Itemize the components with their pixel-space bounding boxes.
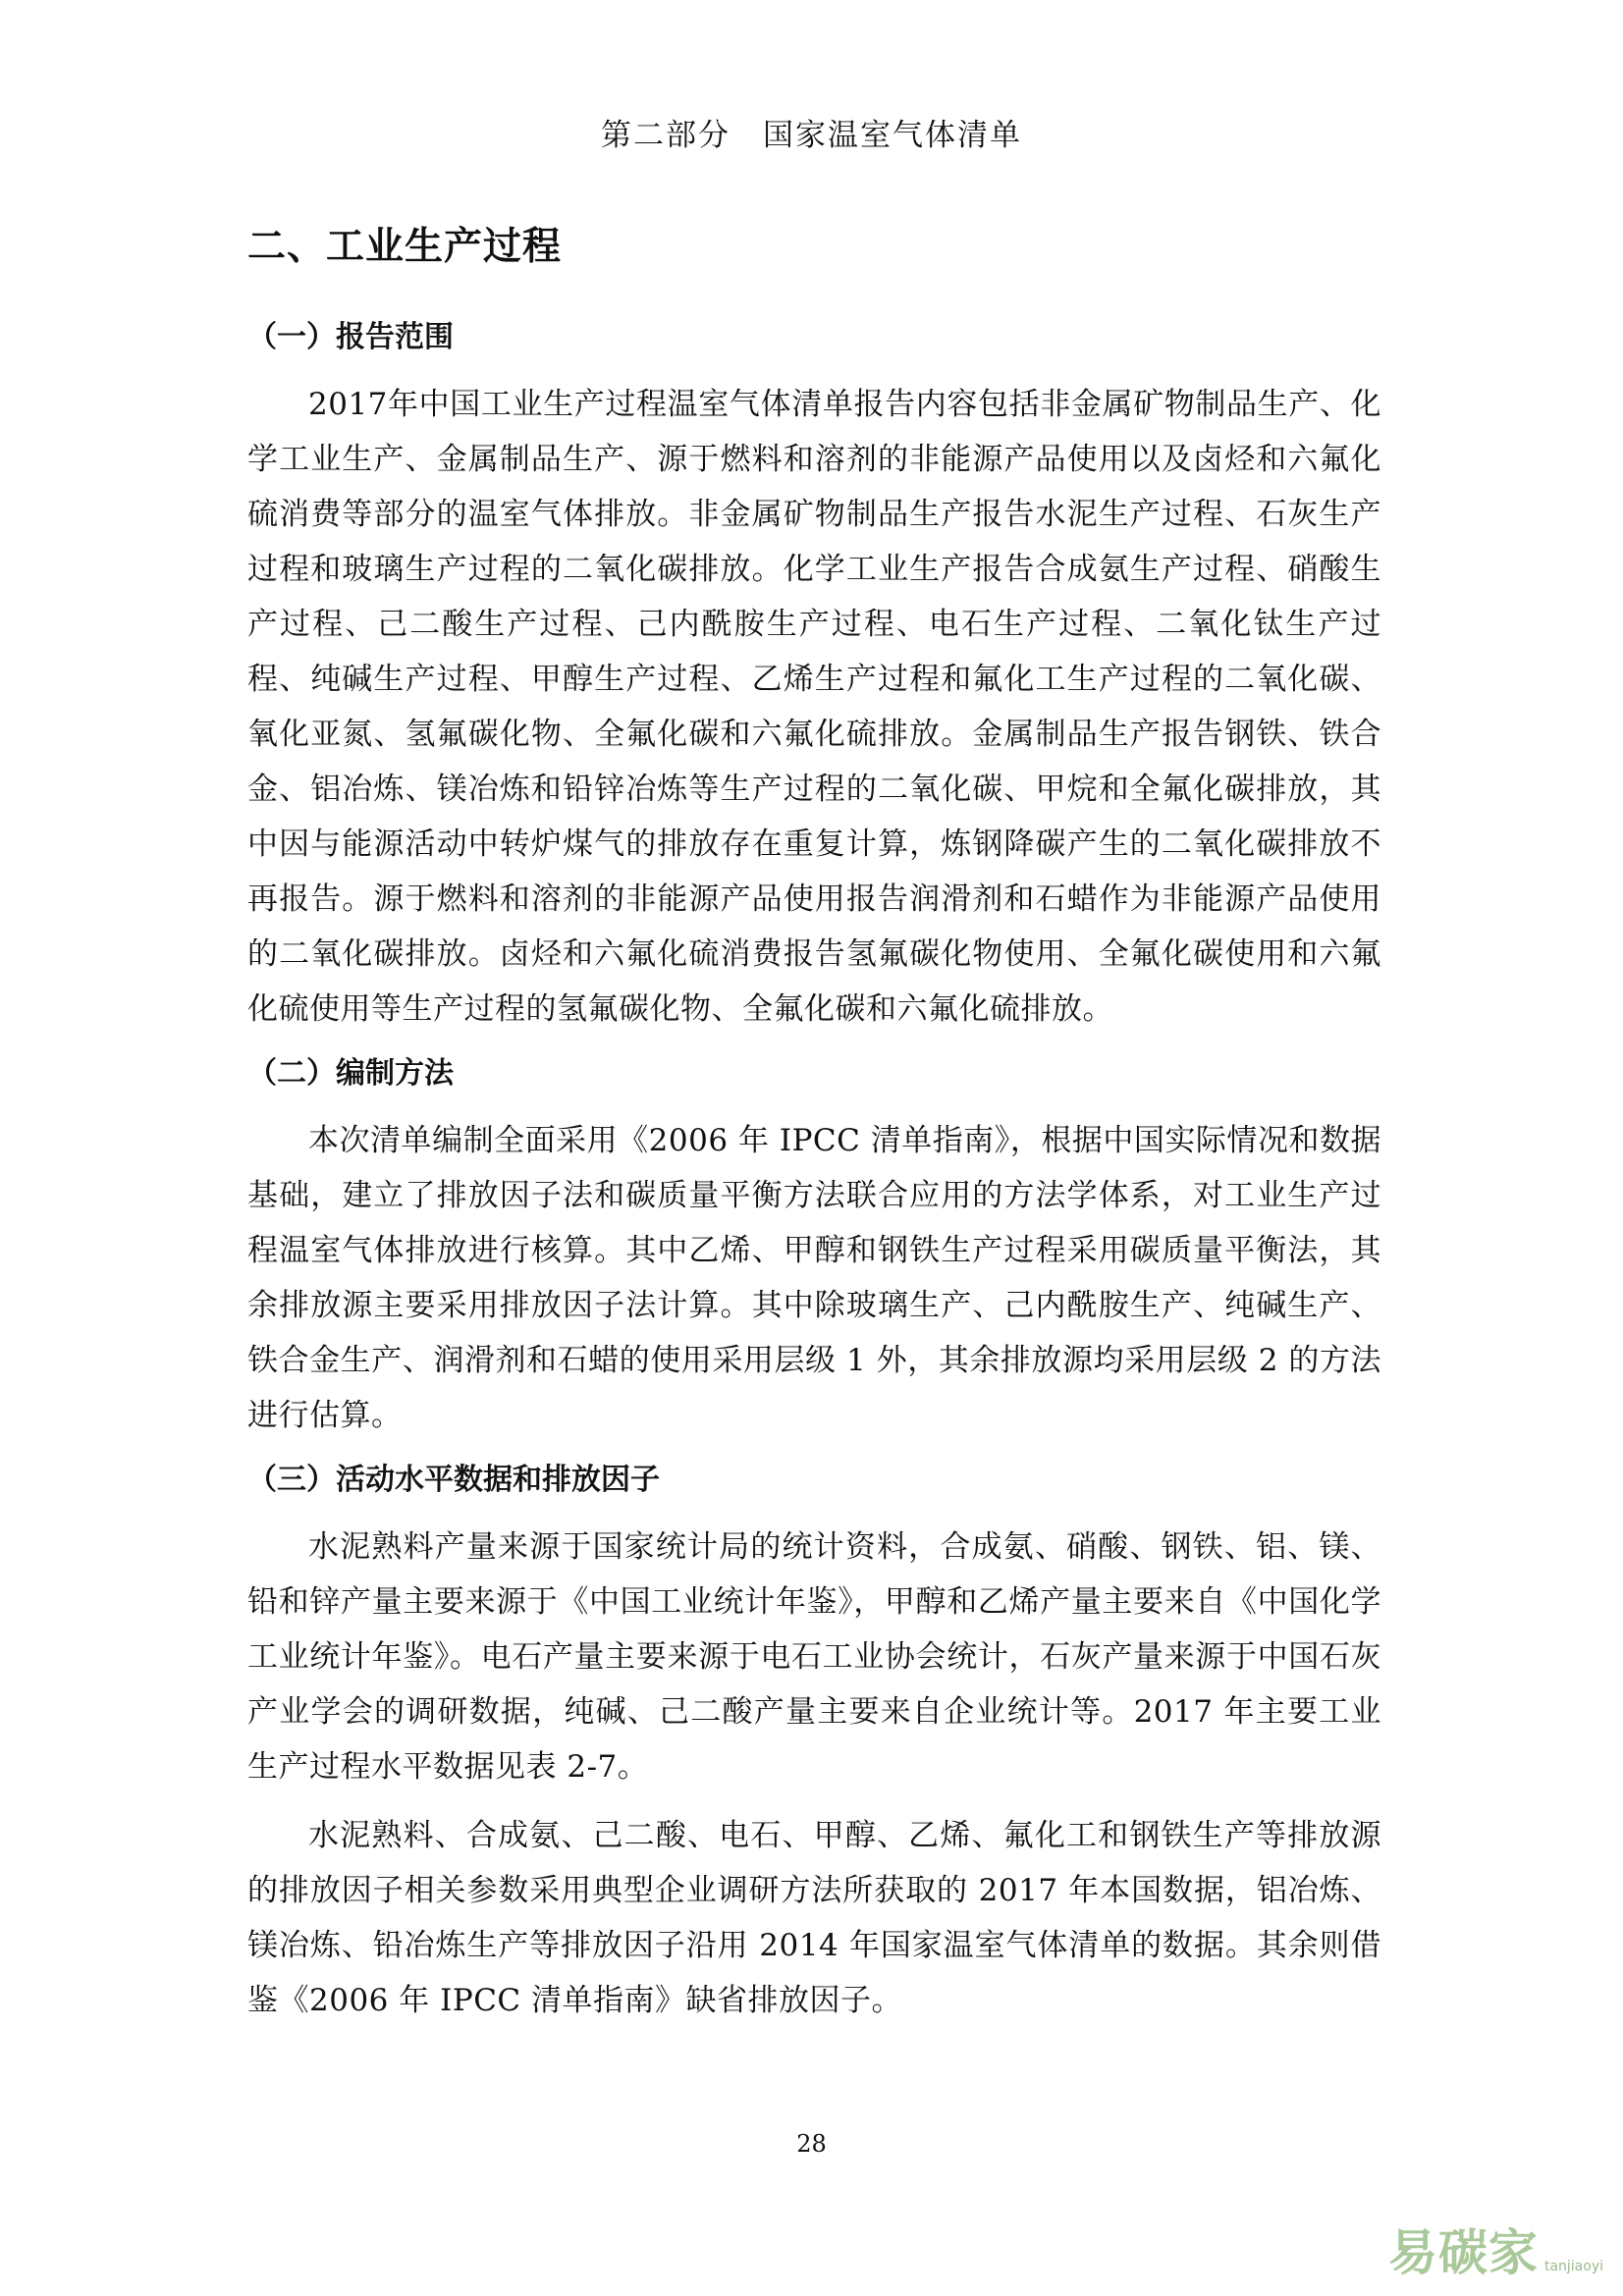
- document-body: [247, 206, 1381, 2040]
- subsection-title-scope: （一）报告范围: [247, 320, 454, 354]
- subsection-title-method: （二）编制方法: [247, 1056, 454, 1091]
- paragraph-scope: 2017年中国工业生产过程温室气体清单报告内容包括非金属矿物制品生产、化学工业生产、金属制品生产、源于燃料和溶剂的非能源产品使用以及卤烃和六氟化硫消费等部分的温室气体排放。非金属矿物制品生产报告水泥生产过程、石灰生产过程和玻璃生产过程的二氧化碳排放。化学工业生产报告合成氨生产过程、硝酸生产过程、己二酸生产过程、己内酰胺生产过程、电石生产过程、二氧化钛生产过程、纯碱生产过程、甲醇生产过程、乙烯生产过程和氟化工生产过程的二氧化碳、氧化亚氮、氢氟碳化物、全氟化碳和六氟化硫排放。金属制品生产报告钢铁、铁合金、铝冶炼、镁冶炼和铅锌冶炼等生产过程的二氧化碳、甲烷和全氟化碳排放，其中因与能源活动中转炉煤气的排放存在重复计算，炼钢降碳产生的二氧化碳排放不再报告。源于燃料和溶剂的非能源产品使用报告润滑剂和石蜡作为非能源产品使用的二氧化碳排放。卤烃和六氟化硫消费报告氢氟碳化物使用、全氟化碳使用和六氟化硫使用等生产过程的氢氟碳化物、全氟化碳和六氟化硫排放。: [247, 387, 1381, 1027]
- watermark-text: 易碳家: [1387, 2224, 1539, 2281]
- paragraph-method: 本次清单编制全面采用《2006 年 IPCC 清单指南》，根据中国实际情况和数据基础，建立了排放因子法和碳质量平衡方法联合应用的方法学体系，对工业生产过程温室气体排放进行核算。其中乙烯、甲醇和钢铁生产过程采用碳质量平衡法，其余排放源主要采用排放因子法计算。其中除玻璃生产、己内酰胺生产、纯碱生产、铁合金生产、润滑剂和石蜡的使用采用层级 1 外，其余排放源均采用层级 2 的方法进行估算。: [247, 1123, 1381, 1433]
- section-title: 二、工业生产过程: [247, 225, 563, 269]
- paragraph-activity-data: 水泥熟料产量来源于国家统计局的统计资料，合成氨、硝酸、钢铁、铝、镁、铅和锌产量主要来源于《中国工业统计年鉴》，甲醇和乙烯产量主要来自《中国化学工业统计年鉴》。电石产量主要来源于电石工业协会统计，石灰产量来源于中国石灰产业学会的调研数据，纯碱、己二酸产量主要来自企业统计等。2017 年主要工业生产过程水平数据见表 2-7。: [247, 1529, 1381, 1785]
- subsection-title-activity-data: （三）活动水平数据和排放因子: [247, 1463, 660, 1497]
- watermark-domain: tanjiaoyi: [1543, 2259, 1603, 2274]
- page-number: 28: [796, 2130, 827, 2158]
- paragraph-emission-factors: 水泥熟料、合成氨、己二酸、电石、甲醇、乙烯、氟化工和钢铁生产等排放源的排放因子相关参数采用典型企业调研方法所获取的 2017 年本国数据，铝冶炼、镁冶炼、铅冶炼生产等排放因子沿用 2014 年国家温室气体清单的数据。其余则借鉴《2006 年 IPCC 清单指南》缺省排放因子。: [247, 1818, 1381, 2018]
- watermark-logo: [1388, 2214, 1603, 2284]
- running-header: 第二部分 国家温室气体清单: [601, 118, 1022, 153]
